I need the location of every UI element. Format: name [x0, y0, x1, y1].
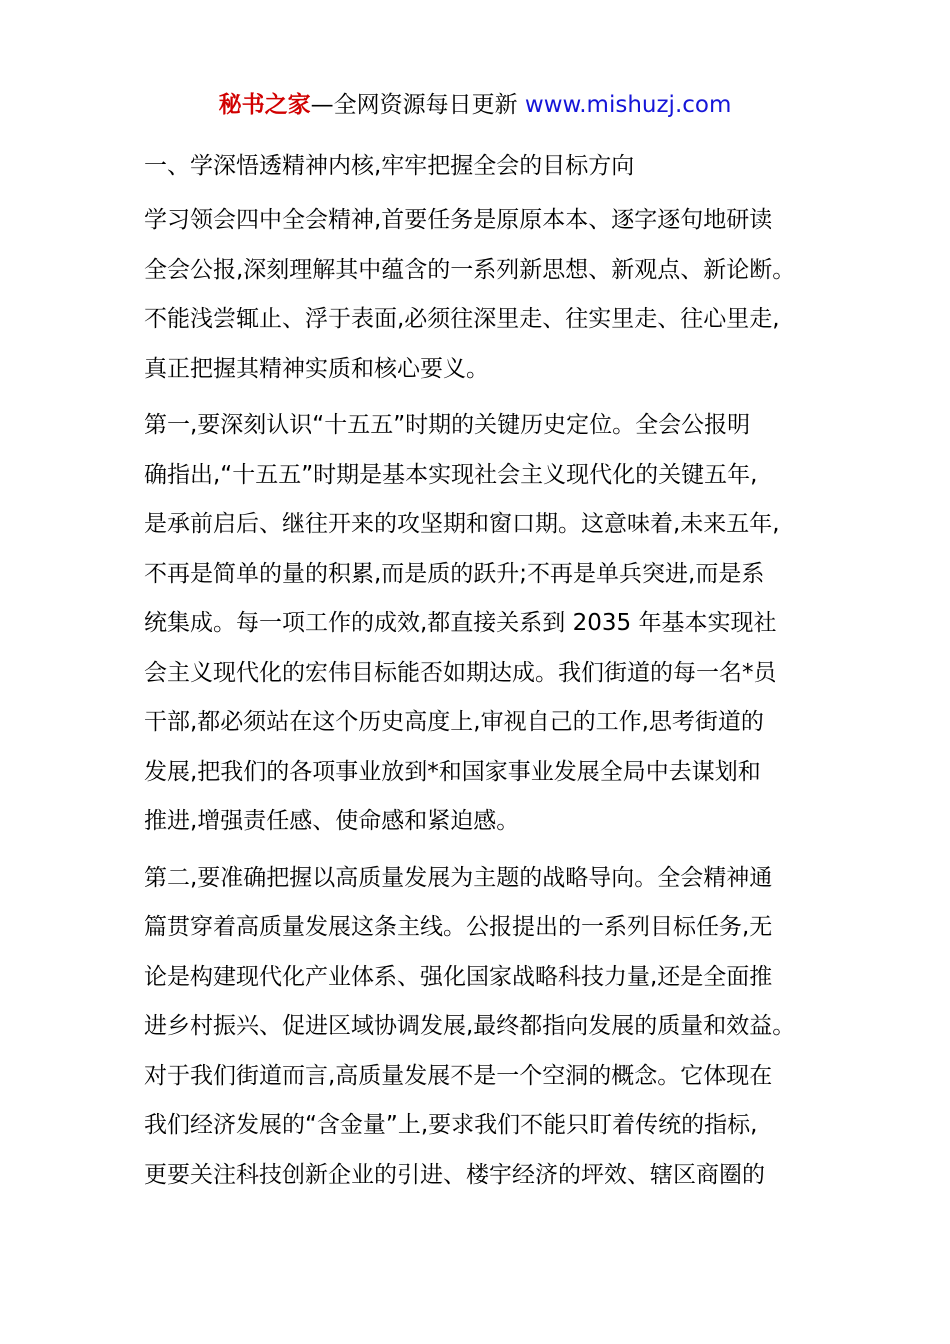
text-line: 真正把握其精神实质和核心要义。	[144, 355, 489, 382]
text-line: 会主义现代化的宏伟目标能否如期达成。我们街道的每一名*员	[144, 659, 777, 686]
site-header	[0, 88, 950, 122]
text-line: 第二,要准确把握以高质量发展为主题的战略导向。全会精神通	[144, 864, 773, 891]
text-line: 推进,增强责任感、使命感和紧迫感。	[144, 808, 520, 834]
text-line: 确指出,“十五五”时期是基本实现社会主义现代化的关键五年,	[144, 461, 758, 488]
text-line: 对于我们街道而言,高质量发展不是一个空洞的概念。它体现在	[144, 1062, 773, 1089]
text-line: 论是构建现代化产业体系、强化国家战略科技力量,还是全面推	[144, 963, 773, 990]
paragraph-2	[144, 401, 809, 847]
text-line: 第一,要深刻认识“十五五”时期的关键历史定位。全会公报明	[144, 412, 751, 438]
text-line: 学习领会四中全会精神,首要任务是原原本本、逐字逐句地研读	[144, 207, 773, 233]
site-url[interactable]: www.mishuzj.com	[524, 92, 732, 118]
section-heading: 一、学深悟透精神内核,牢牢把握全会的目标方向	[144, 153, 635, 179]
text-line: 发展,把我们的各项事业放到*和国家事业发展全局中去谋划和	[144, 758, 761, 785]
document-body	[144, 148, 809, 1207]
brand-name: 秘书之家	[218, 92, 311, 118]
text-line: 统集成。每一项工作的成效,都直接关系到 2035 年基本实现社	[144, 610, 777, 636]
header-tagline: —全网资源每日更新	[310, 92, 525, 118]
text-line: 是承前启后、继往开来的攻坚期和窗口期。这意味着,未来五年,	[144, 511, 780, 537]
text-line: 更要关注科技创新企业的引进、楼宇经济的坪效、辖区商圈的	[144, 1161, 765, 1188]
paragraph-1	[144, 196, 809, 394]
text-line: 篇贯穿着高质量发展这条主线。公报提出的一系列目标任务,无	[144, 914, 773, 940]
text-line: 我们经济发展的“含金量”上,要求我们不能只盯着传统的指标,	[144, 1112, 758, 1138]
text-line: 干部,都必须站在这个历史高度上,审视自己的工作,思考街道的	[144, 709, 764, 735]
paragraph-3	[144, 854, 809, 1201]
text-line: 进乡村振兴、促进区域协调发展,最终都指向发展的质量和效益。	[144, 1013, 796, 1039]
text-line: 不能浅尝辄止、浮于表面,必须往深里走、往实里走、往心里走,	[144, 306, 780, 332]
text-line: 全会公报,深刻理解其中蕴含的一系列新思想、新观点、新论断。	[144, 256, 796, 283]
text-line: 不再是简单的量的积累,而是质的跃升;不再是单兵突进,而是系	[144, 560, 765, 587]
